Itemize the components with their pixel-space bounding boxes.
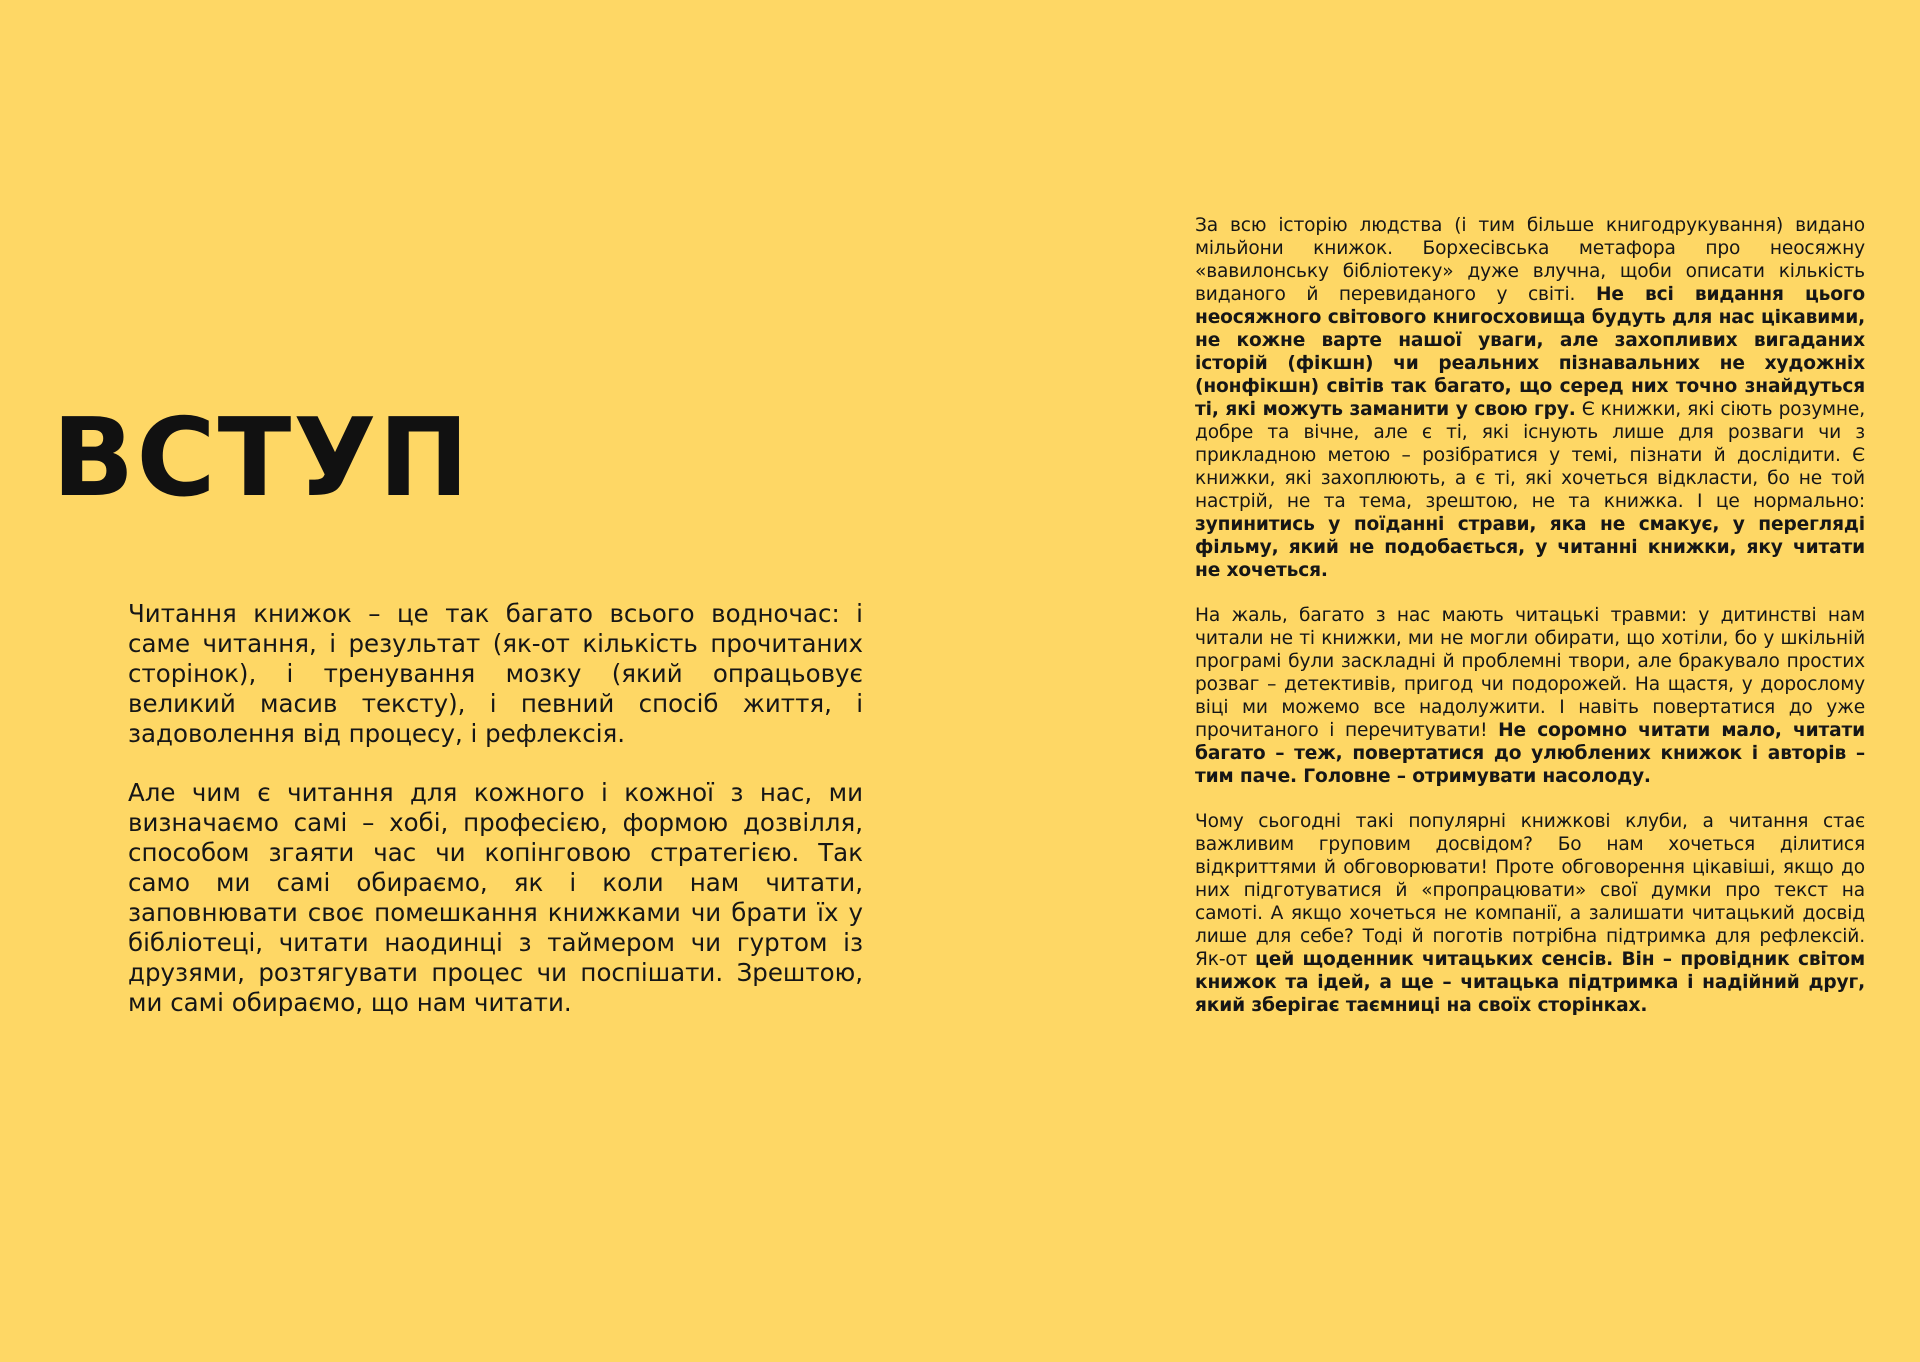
body-paragraph-1-bold-d: зупинитись у поїданні страви, яка не смакує, у перегляді фільму, який не подобається, у читанні книжки, яку читати не хочеться. xyxy=(1195,514,1865,581)
right-page xyxy=(960,0,1920,1362)
body-paragraph-1 xyxy=(1195,214,1865,582)
body-paragraph-1-text-a: За всю історію людства (і тим більше книгодрукування) видано мільйони книжок. Борхесівська метафора про неосяжну «вавилонську бібліотеку» дуже влучна, щоби описати кількість виданого й перевиданого у світі. xyxy=(1195,215,1865,305)
body-paragraph-2 xyxy=(1195,604,1865,788)
intro-paragraph-1: Читання книжок – це так багато всього водночас: і саме читання, і результат (як-от кількість прочитаних сторінок), і тренування мозку (який опрацьовує великий масив тексту), і певний спосіб життя, і задоволення від процесу, і рефлексія. xyxy=(128,599,863,748)
body-paragraph-2-text-a: На жаль, багато з нас мають читацькі травми: у дитинстві нам читали не ті книжки, ми не могли обирати, що хотіли, бо у шкільній програмі були заскладні й проблемні твори, але бракувало простих розваг – детективів, пригод чи подорожей. На щастя, у дорослому віці ми можемо все надолужити. І навіть повертатися до уже прочитаного і перечитувати! xyxy=(1195,605,1865,741)
body-paragraph-1-bold-b: Не всі видання цього неосяжного світового книгосховища будуть для нас цікавими, не кожне варте нашої уваги, але захопливих вигаданих історій (фікшн) чи реальних пізнавальних не художніх (нонфікшн) світів так багато, що серед них точно знайдуться ті, які можуть заманити у свою гру. xyxy=(1195,284,1866,420)
body-paragraph-3 xyxy=(1195,810,1865,1017)
body-paragraph-2-bold-b: Не соромно читати мало, читати багато – теж, повертатися до улюблених книжок і авторів – тим паче. Головне – отримувати насолоду. xyxy=(1195,720,1865,787)
body-paragraph-1-text-c: Є книжки, які сіють розумне, добре та вічне, але є ті, які існують лише для розваги чи з прикладною метою – розібратися у темі, пізнати й дослідити. Є книжки, які захоплюють, а є ті, які хочеться відкласти, бо не той настрій, не та тема, зрештою, не та книжка. І це нормально: xyxy=(1195,399,1865,512)
intro-paragraph-2: Але чим є читання для кожного і кожної з нас, ми визначаємо самі – хобі, професією, формою дозвілля, способом згаяти час чи копінговою стратегією. Так само ми самі обираємо, як і коли нам читати, заповнювати своє помешкання книжками чи брати їх у бібліотеці, читати наодинці з таймером чи гуртом із друзями, розтягувати процес чи поспішати. Зрештою, ми самі обираємо, що нам читати. xyxy=(128,778,863,1017)
intro-text xyxy=(128,599,863,1047)
body-text xyxy=(1195,214,1865,1039)
page-title: ВСТУП xyxy=(52,396,471,521)
body-paragraph-3-text-a: Чому сьогодні такі популярні книжкові клуби, а читання стає важливим груповим досвідом? Бо нам хочеться ділитися відкриттями й обговорювати! Проте обговорення цікавіші, якщо до них підготуватися й «пропрацювати» свої думки про текст на самоті. А якщо хочеться не компанії, а залишати читацький досвід лише для себе? Тоді й поготів потрібна підтримка для рефлексій. Як-от xyxy=(1195,811,1865,970)
body-paragraph-3-bold-b: цей щоденник читацьких сенсів. Він – провідник світом книжок та ідей, а ще – читацька підтримка і надійний друг, який зберігає таємниці на своїх сторінках. xyxy=(1195,949,1865,1016)
